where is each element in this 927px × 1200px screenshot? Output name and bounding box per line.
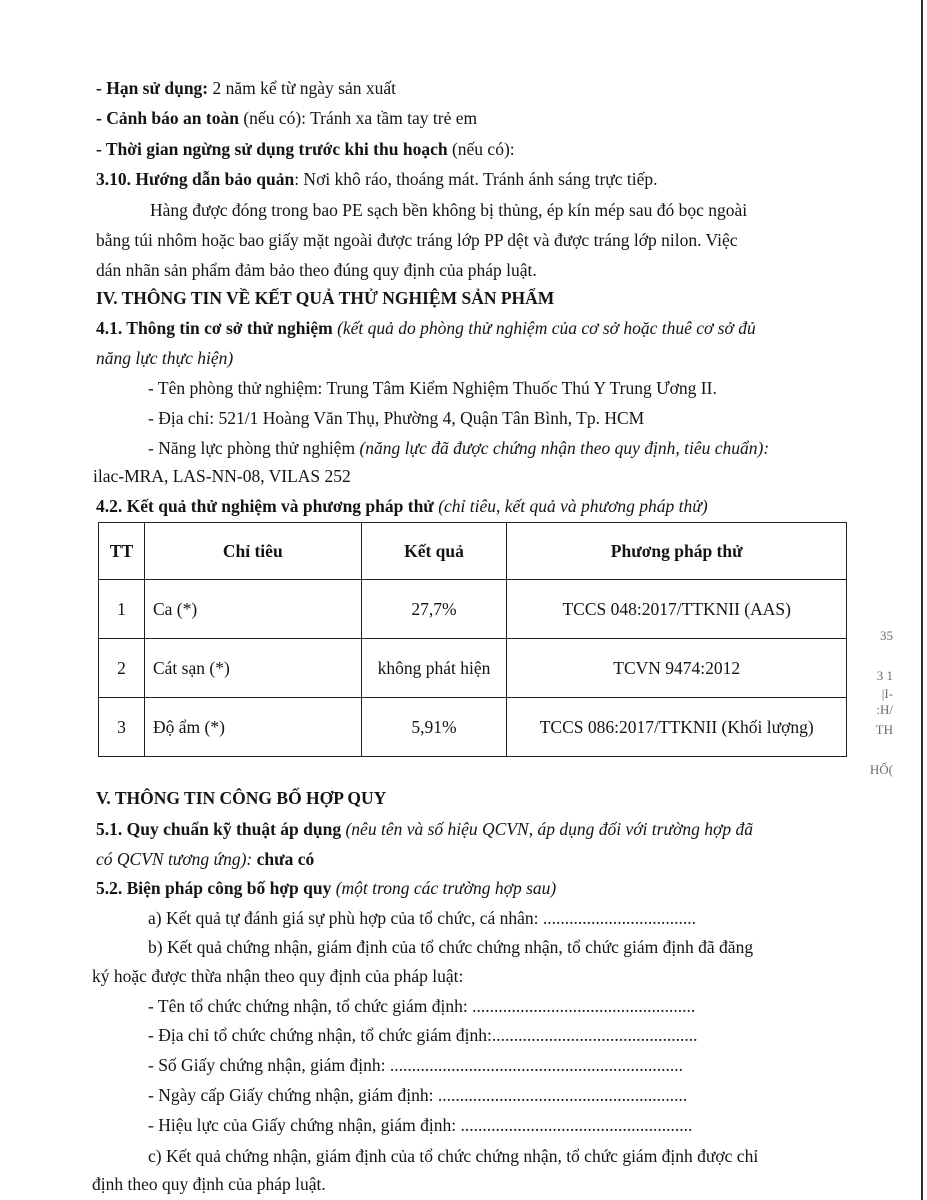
table-row [99,639,847,698]
table-row [99,580,847,639]
lab-capacity-line [148,437,769,459]
header-tt: TT [99,523,145,580]
header-method: Phương pháp thử [507,523,847,580]
item-c-line-1: c) Kết quả chứng nhận, giám định của tổ chức chứng nhận, tổ chức giám định được chỉ [148,1146,759,1166]
item-c-line-2: định theo quy định của pháp luật. [92,1174,326,1194]
lab-capacity-note: (năng lực đã được chứng nhận theo quy định, tiêu chuẩn): [355,438,770,458]
safety-note: (nếu có): [238,108,307,128]
row-number: 1 [99,580,145,639]
s41-note-1: (kết quả do phòng thử nghiệm của cơ sở hoặc thuê cơ sở đủ [332,318,756,338]
row-number: 2 [99,639,145,698]
shelf-life-label: - Hạn sử dụng: [96,78,209,98]
storage-label: 3.10. Hướng dẫn bảo quản [96,169,295,189]
s51-line-1 [96,818,753,840]
lab-name: - Tên phòng thử nghiệm: Trung Tâm Kiểm Nghiệm Thuốc Thú Y Trung Ương II. [148,378,717,398]
item-b-line-2: ký hoặc được thừa nhận theo quy định của pháp luật: [92,966,464,986]
row-result: không phát hiện [361,639,507,698]
cert-org: - Tên tổ chức chứng nhận, tổ chức giám định: ................................................... [148,996,696,1016]
safety-value: Tránh xa tầm tay trẻ em [306,108,478,128]
test-results-table [98,522,847,757]
s41-line-2 [96,347,233,369]
header-indicator: Chỉ tiêu [144,523,361,580]
cert-address: - Địa chỉ tổ chức chứng nhận, tổ chức giám định:............................................... [148,1025,698,1045]
item-a: a) Kết quả tự đánh giá sự phù hợp của tổ chức, cá nhân: ................................... [148,908,697,928]
packaging-text-line-1: Hàng được đóng trong bao PE sạch bền không bị thủng, ép kín mép sau đó bọc ngoài [150,200,748,220]
row-indicator: Cát sạn (*) [144,639,361,698]
cert-date: - Ngày cấp Giấy chứng nhận, giám định: ......................................................... [148,1085,688,1105]
row-indicator: Độ ẩm (*) [144,698,361,757]
s42-note: (chỉ tiêu, kết quả và phương pháp thử) [433,496,708,516]
lab-address: - Địa chỉ: 521/1 Hoàng Văn Thụ, Phường 4, Quận Tân Bình, Tp. HCM [148,408,645,428]
row-method: TCVN 9474:2012 [507,639,847,698]
lab-capacity-label: - Năng lực phòng thử nghiệm [148,438,356,458]
s42-line [96,495,708,517]
withdrawal-line [96,138,515,160]
row-result: 27,7% [361,580,507,639]
shelf-life-line [96,77,396,99]
withdrawal-label: - Thời gian ngừng sử dụng trước khi thu hoạch [96,139,448,159]
page-edge-line [921,0,923,1200]
packaging-text-line-3: dán nhãn sản phẩm đảm bảo theo đúng quy định của pháp luật. [96,260,537,280]
row-result: 5,91% [361,698,507,757]
storage-value: : Nơi khô ráo, thoáng mát. Tránh ánh sáng trực tiếp. [294,169,658,189]
s52-label: 5.2. Biện pháp công bố hợp quy [96,878,332,898]
stamp-fragment: 3 1 [876,668,893,683]
storage-line [96,168,658,190]
packaging-text-line-2: bằng túi nhôm hoặc bao giấy mặt ngoài được tráng lớp PP dệt và được tráng lớp nilon. Việc [96,230,738,250]
s41-label: 4.1. Thông tin cơ sở thử nghiệm [96,318,333,338]
s41-note-2: năng lực thực hiện) [96,348,234,368]
stamp-fragment: 35 [880,628,893,643]
table-row [99,698,847,757]
lab-capacity-value: ilac-MRA, LAS-NN-08, VILAS 252 [93,466,351,486]
s51-note-1: (nêu tên và số hiệu QCVN, áp dụng đối với trường hợp đã [341,819,753,839]
header-result: Kết quả [361,523,507,580]
withdrawal-note: (nếu có): [447,139,515,159]
s51-value: chưa có [252,849,315,869]
cert-number: - Số Giấy chứng nhận, giám định: ................................................................... [148,1055,683,1075]
stamp-fragment: TH [875,722,893,737]
s51-note-2: có QCVN tương ứng): [96,849,253,869]
s51-line-2 [96,848,314,870]
stamp-fragment: |I- [881,686,893,701]
row-method: TCCS 086:2017/TTKNII (Khối lượng) [507,698,847,757]
stamp-fragment: :H/ [876,702,893,717]
cert-validity: - Hiệu lực của Giấy chứng nhận, giám định: ..................................................... [148,1115,693,1135]
shelf-life-value: 2 năm kể từ ngày sản xuất [208,78,396,98]
safety-line [96,107,477,129]
s42-label: 4.2. Kết quả thử nghiệm và phương pháp thử [96,496,434,516]
table-header-row [99,523,847,580]
row-number: 3 [99,698,145,757]
s51-label: 5.1. Quy chuẩn kỹ thuật áp dụng [96,819,342,839]
section-5-heading: V. THÔNG TIN CÔNG BỐ HỢP QUY [96,788,387,808]
s52-line [96,877,556,899]
section-4-heading: IV. THÔNG TIN VỀ KẾT QUẢ THỬ NGHIỆM SẢN PHẨM [96,288,555,308]
item-b-line-1: b) Kết quả chứng nhận, giám định của tổ chức chứng nhận, tổ chức giám định đã đăng [148,937,754,957]
stamp-fragment: HỐ( [869,762,893,777]
row-method: TCCS 048:2017/TTKNII (AAS) [507,580,847,639]
row-indicator: Ca (*) [144,580,361,639]
s41-line-1 [96,317,756,339]
s52-note: (một trong các trường hợp sau) [331,878,557,898]
safety-label: - Cảnh báo an toàn [96,108,239,128]
